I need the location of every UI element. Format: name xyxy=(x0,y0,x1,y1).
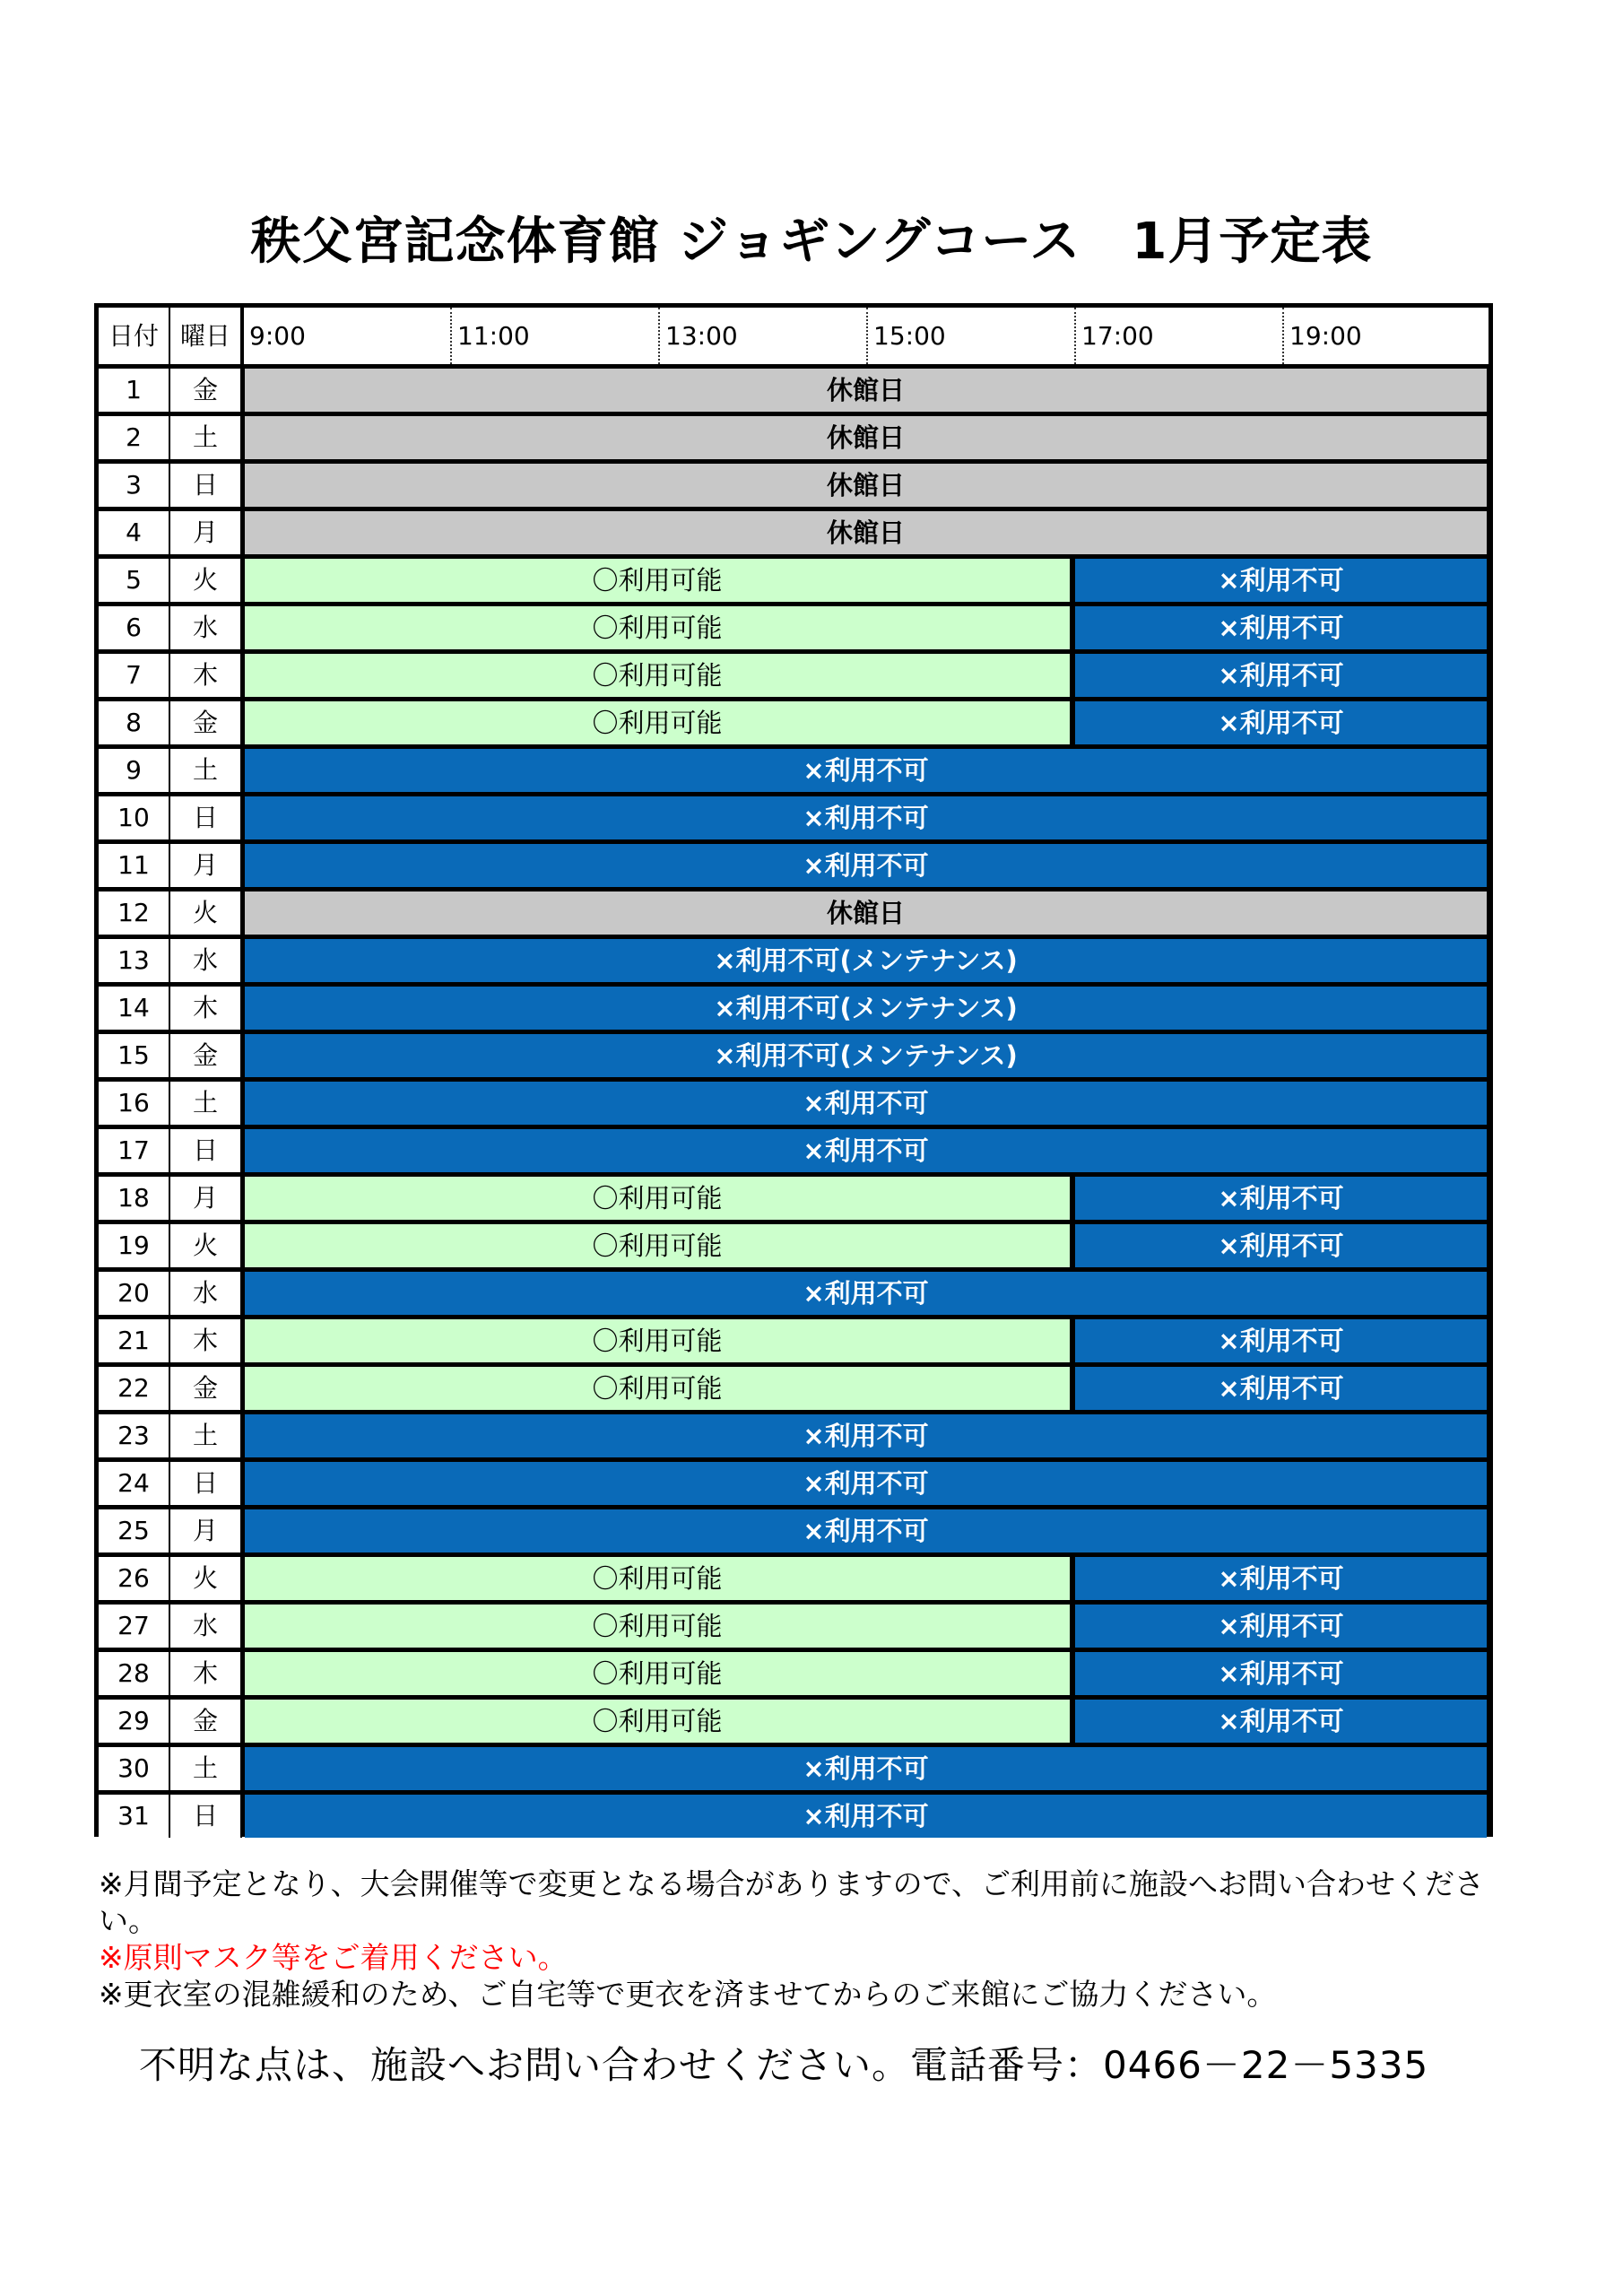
day-of-week-cell: 日 xyxy=(170,1129,242,1172)
date-cell: 3 xyxy=(99,464,170,507)
schedule-row xyxy=(99,1414,1488,1457)
date-cell: 20 xyxy=(99,1272,170,1315)
unavailable-bar: ×利用不可 xyxy=(1075,1652,1487,1695)
unavailable-bar: ×利用不可(メンテナンス) xyxy=(245,939,1487,982)
schedule-row xyxy=(99,1224,1488,1267)
schedule-row xyxy=(99,1700,1488,1743)
schedule-header xyxy=(99,308,1488,369)
time-header-15: 15:00 xyxy=(866,308,1074,364)
available-bar: 〇利用可能 xyxy=(245,559,1070,602)
schedule-row xyxy=(99,1272,1488,1315)
schedule-row xyxy=(99,1652,1488,1695)
schedule-table xyxy=(94,303,1493,1837)
schedule-row xyxy=(99,606,1488,649)
date-cell: 16 xyxy=(99,1082,170,1125)
unavailable-bar: ×利用不可 xyxy=(1075,606,1487,649)
page-title: 秩父宮記念体育館 ジョギングコース 1月予定表 xyxy=(250,213,1373,271)
day-of-week-cell: 金 xyxy=(170,369,242,412)
date-cell: 1 xyxy=(99,369,170,412)
unavailable-bar: ×利用不可 xyxy=(245,1795,1487,1838)
day-of-week-cell: 月 xyxy=(170,1177,242,1220)
date-cell: 19 xyxy=(99,1224,170,1267)
available-bar: 〇利用可能 xyxy=(245,1557,1070,1600)
date-cell: 21 xyxy=(99,1319,170,1362)
day-of-week-cell: 土 xyxy=(170,749,242,792)
day-of-week-cell: 火 xyxy=(170,559,242,602)
available-bar: 〇利用可能 xyxy=(245,1319,1070,1362)
date-cell: 15 xyxy=(99,1034,170,1077)
schedule-row xyxy=(99,559,1488,602)
day-of-week-cell: 水 xyxy=(170,606,242,649)
unavailable-bar: ×利用不可 xyxy=(1075,1700,1487,1743)
schedule-row xyxy=(99,1747,1488,1790)
available-bar: 〇利用可能 xyxy=(245,1367,1070,1410)
date-cell: 5 xyxy=(99,559,170,602)
available-bar: 〇利用可能 xyxy=(245,1700,1070,1743)
unavailable-bar: ×利用不可 xyxy=(245,749,1487,792)
unavailable-bar: ×利用不可 xyxy=(245,1747,1487,1790)
day-of-week-cell: 日 xyxy=(170,464,242,507)
day-of-week-cell: 水 xyxy=(170,1272,242,1315)
time-header-19: 19:00 xyxy=(1282,308,1488,364)
date-cell: 6 xyxy=(99,606,170,649)
schedule-row xyxy=(99,1367,1488,1410)
schedule-row xyxy=(99,511,1488,554)
schedule-row xyxy=(99,1557,1488,1600)
day-of-week-cell: 金 xyxy=(170,1367,242,1410)
date-cell: 18 xyxy=(99,1177,170,1220)
schedule-row xyxy=(99,1319,1488,1362)
unavailable-bar: ×利用不可 xyxy=(1075,654,1487,697)
unavailable-bar: ×利用不可 xyxy=(245,1462,1487,1505)
day-of-week-cell: 土 xyxy=(170,1414,242,1457)
closed-day-bar: 休館日 xyxy=(245,464,1487,507)
schedule-row xyxy=(99,464,1488,507)
schedule-row xyxy=(99,1177,1488,1220)
schedule-row xyxy=(99,891,1488,935)
date-cell: 31 xyxy=(99,1795,170,1838)
available-bar: 〇利用可能 xyxy=(245,1605,1070,1648)
available-bar: 〇利用可能 xyxy=(245,606,1070,649)
schedule-row xyxy=(99,987,1488,1030)
schedule-row xyxy=(99,1129,1488,1172)
schedule-row xyxy=(99,749,1488,792)
date-cell: 29 xyxy=(99,1700,170,1743)
closed-day-bar: 休館日 xyxy=(245,369,1487,412)
unavailable-bar: ×利用不可 xyxy=(1075,1224,1487,1267)
available-bar: 〇利用可能 xyxy=(245,1652,1070,1695)
day-of-week-cell: 火 xyxy=(170,1224,242,1267)
unavailable-bar: ×利用不可 xyxy=(245,1509,1487,1552)
day-of-week-cell: 日 xyxy=(170,796,242,839)
note-change-notice: ※月間予定となり、大会開催等で変更となる場合がありますので、ご利用前に施設へお問い合わせください。 xyxy=(99,1866,1484,1938)
available-bar: 〇利用可能 xyxy=(245,654,1070,697)
date-cell: 27 xyxy=(99,1605,170,1648)
unavailable-bar: ×利用不可(メンテナンス) xyxy=(245,1034,1487,1077)
date-cell: 23 xyxy=(99,1414,170,1457)
notes xyxy=(99,1866,1533,2013)
unavailable-bar: ×利用不可 xyxy=(1075,1177,1487,1220)
schedule-row xyxy=(99,1034,1488,1077)
unavailable-bar: ×利用不可 xyxy=(1075,1367,1487,1410)
day-of-week-cell: 土 xyxy=(170,1082,242,1125)
unavailable-bar: ×利用不可 xyxy=(245,844,1487,887)
date-cell: 12 xyxy=(99,891,170,935)
date-column-header: 日付 xyxy=(99,308,170,364)
time-header-17: 17:00 xyxy=(1074,308,1282,364)
time-header-13: 13:00 xyxy=(658,308,866,364)
time-header-9: 9:00 xyxy=(242,308,450,364)
date-cell: 28 xyxy=(99,1652,170,1695)
unavailable-bar: ×利用不可 xyxy=(245,1082,1487,1125)
schedule-row xyxy=(99,939,1488,982)
date-cell: 22 xyxy=(99,1367,170,1410)
date-cell: 11 xyxy=(99,844,170,887)
available-bar: 〇利用可能 xyxy=(245,1224,1070,1267)
dow-column-header: 曜日 xyxy=(170,308,242,364)
unavailable-bar: ×利用不可 xyxy=(1075,1319,1487,1362)
schedule-row xyxy=(99,416,1488,459)
closed-day-bar: 休館日 xyxy=(245,891,1487,935)
day-of-week-cell: 金 xyxy=(170,1034,242,1077)
schedule-row xyxy=(99,369,1488,412)
day-of-week-cell: 金 xyxy=(170,701,242,744)
unavailable-bar: ×利用不可 xyxy=(1075,1557,1487,1600)
date-cell: 25 xyxy=(99,1509,170,1552)
closed-day-bar: 休館日 xyxy=(245,416,1487,459)
closed-day-bar: 休館日 xyxy=(245,511,1487,554)
day-of-week-cell: 月 xyxy=(170,844,242,887)
schedule-row xyxy=(99,1509,1488,1552)
date-cell: 4 xyxy=(99,511,170,554)
schedule-row xyxy=(99,1462,1488,1505)
available-bar: 〇利用可能 xyxy=(245,1177,1070,1220)
day-of-week-cell: 水 xyxy=(170,939,242,982)
unavailable-bar: ×利用不可 xyxy=(245,796,1487,839)
day-of-week-cell: 火 xyxy=(170,891,242,935)
date-cell: 30 xyxy=(99,1747,170,1790)
day-of-week-cell: 木 xyxy=(170,987,242,1030)
day-of-week-cell: 金 xyxy=(170,1700,242,1743)
day-of-week-cell: 月 xyxy=(170,1509,242,1552)
date-cell: 2 xyxy=(99,416,170,459)
day-of-week-cell: 木 xyxy=(170,654,242,697)
time-header-11: 11:00 xyxy=(450,308,658,364)
date-cell: 9 xyxy=(99,749,170,792)
schedule-row xyxy=(99,796,1488,839)
unavailable-bar: ×利用不可 xyxy=(245,1129,1487,1172)
date-cell: 17 xyxy=(99,1129,170,1172)
date-cell: 7 xyxy=(99,654,170,697)
schedule-row xyxy=(99,701,1488,744)
day-of-week-cell: 水 xyxy=(170,1605,242,1648)
day-of-week-cell: 木 xyxy=(170,1652,242,1695)
schedule-row xyxy=(99,1082,1488,1125)
unavailable-bar: ×利用不可 xyxy=(1075,701,1487,744)
unavailable-bar: ×利用不可 xyxy=(245,1414,1487,1457)
note-locker-room: ※更衣室の混雑緩和のため、ご自宅等で更衣を済ませてからのご来館にご協力ください。 xyxy=(99,1977,1277,2012)
day-of-week-cell: 日 xyxy=(170,1795,242,1838)
unavailable-bar: ×利用不可 xyxy=(245,1272,1487,1315)
contact-info: 不明な点は、施設へお問い合わせください。電話番号：0466－22－5335 xyxy=(139,2043,1429,2087)
date-cell: 8 xyxy=(99,701,170,744)
date-cell: 13 xyxy=(99,939,170,982)
day-of-week-cell: 木 xyxy=(170,1319,242,1362)
schedule-row xyxy=(99,1795,1488,1838)
day-of-week-cell: 火 xyxy=(170,1557,242,1600)
date-cell: 10 xyxy=(99,796,170,839)
unavailable-bar: ×利用不可 xyxy=(1075,1605,1487,1648)
day-of-week-cell: 日 xyxy=(170,1462,242,1505)
unavailable-bar: ×利用不可(メンテナンス) xyxy=(245,987,1487,1030)
schedule-row xyxy=(99,844,1488,887)
schedule-row xyxy=(99,1605,1488,1648)
schedule-row xyxy=(99,654,1488,697)
date-cell: 26 xyxy=(99,1557,170,1600)
date-cell: 14 xyxy=(99,987,170,1030)
unavailable-bar: ×利用不可 xyxy=(1075,559,1487,602)
date-cell: 24 xyxy=(99,1462,170,1505)
day-of-week-cell: 土 xyxy=(170,1747,242,1790)
day-of-week-cell: 土 xyxy=(170,416,242,459)
available-bar: 〇利用可能 xyxy=(245,701,1070,744)
day-of-week-cell: 月 xyxy=(170,511,242,554)
note-mask-request: ※原則マスク等をご着用ください。 xyxy=(99,1940,568,1975)
